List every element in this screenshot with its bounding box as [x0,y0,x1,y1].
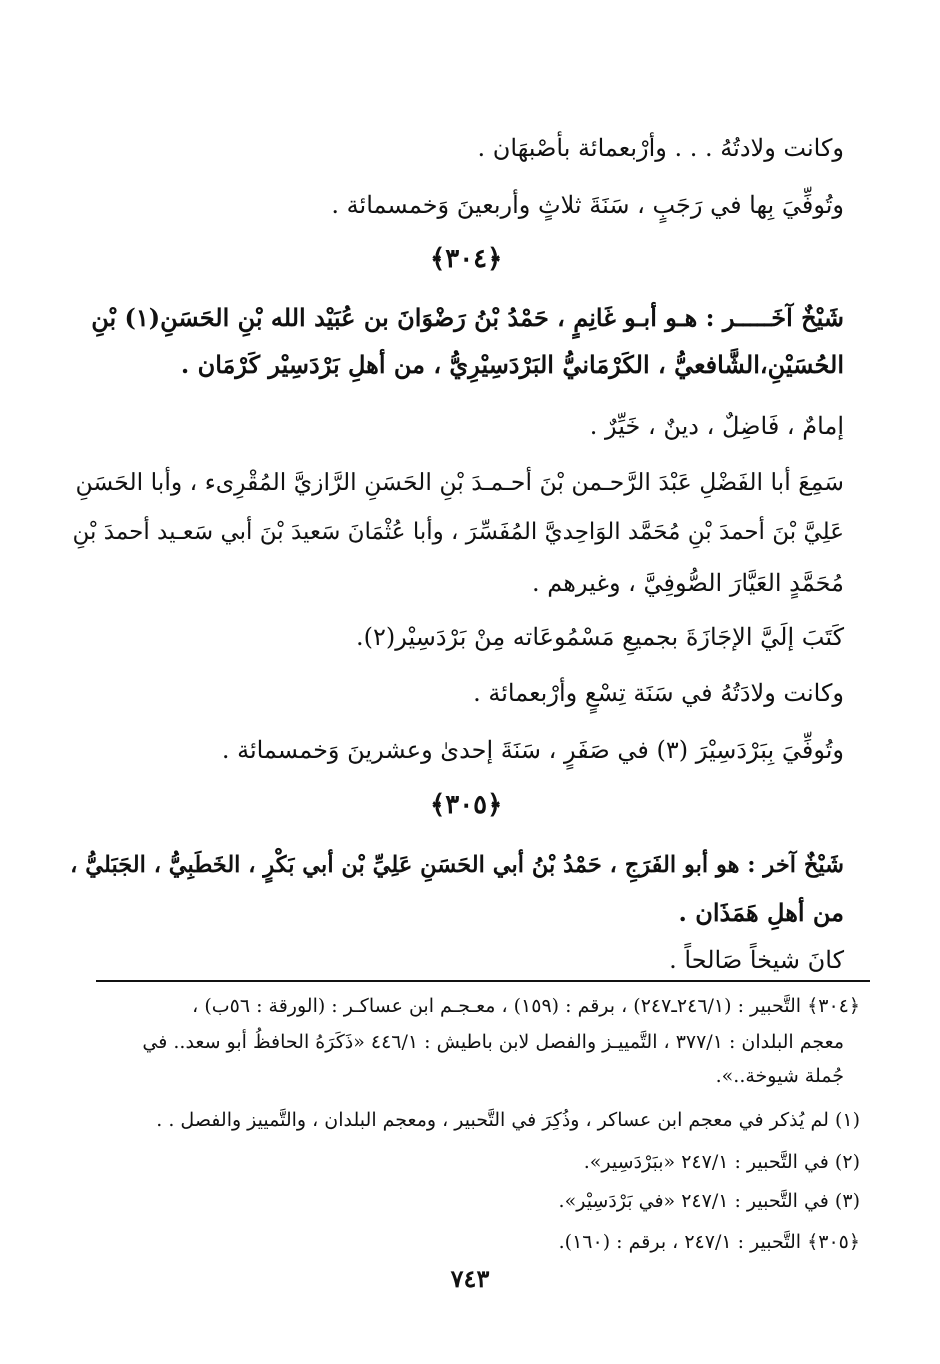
body-paragraph: وتُوفِّيَ بِبَرْدَسِيْرَ (٣) في صَفَرٍ ، سَنَةَ إحدىٰ وعشرينَ وَخمسمائة . [221,736,844,764]
body-paragraph: عَلِيَّ بْنَ أحمدَ بْنِ مُحَمَّد الوَاحِديَّ المُفَسِّرَ ، وأبا عُثْمَانَ سَعيدَ بْنَ أبي سَعـيد أحمدَ بْنِ [72,519,844,545]
body-paragraph: إمامٌ ، فَاضِلٌ ، دينٌ ، خَيِّرٌ . [589,412,844,440]
entry-number-304: ﴿٣٠٤﴾ [430,244,503,274]
entry-304-title: شَيْخٌ آخَـــــر : هـو أبـو غَانِمٍ ، حَمْدُ بْنُ رَضْوَانَ بن عُبَيْد الله بْنِ الحَسَنِ(١) بْنِ [91,303,844,332]
footnote: (١) لم يُذكر في معجم ابن عساكر ، وذُكِرَ في التَّحبير ، ومعجم البلدان ، والتَّمييز والفصل . . [156,1109,860,1131]
footnote: (٣) في التَّحبير : ٢٤٧/١ «في بَرْدَسِيْر». [558,1190,860,1212]
entry-305-title: شَيْخٌ آخر : هو أبو الفَرَجِ ، حَمْدُ بْنُ أبي الحَسَنِ عَلِيِّ بْن أبي بَكْرٍ ، الخَطَبِيُّ ، الجَبَليُّ ، [70,852,844,878]
body-paragraph: كَتَبَ إلَيَّ الإجَازَةَ بجميعِ مَسْمُوعَاته مِنْ بَرْدَسِيْر(٢). [355,623,844,651]
entry-number-305: ﴿٣٠٥﴾ [430,790,503,820]
footnote-source: جُملة شيوخة..». [715,1065,844,1087]
page-number: ٧٤٣ [450,1264,490,1293]
footnote: (٢) في التَّحبير : ٢٤٧/١ «ببَرْدَسِير». [583,1151,860,1173]
body-paragraph: وتُوفِّيَ بِها في رَجَبٍ ، سَنَةَ ثلاثٍ وأربعينَ وَخمسمائة . [331,191,844,219]
footnote-source: ﴿٣٠٥﴾ التَّحبير : ٢٤٧/١ ، برقم : (١٦٠). [558,1231,860,1253]
footnote-divider [96,980,870,982]
body-paragraph: وكانت ولادَتُهُ في سَنَة تِسْعٍ وأرْبعمائة . [473,679,844,707]
footnote-source: معجم البلدان : ٣٧٧/١ ، التَّمييـز والفصل لابن باطيش : ٤٤٦/١ «ذَكَرَهُ الحافظُ أبو سعد.. في [142,1031,844,1053]
entry-305-title: من أهلِ هَمَذَان . [678,898,844,927]
body-paragraph: مُحَمَّدٍ العَيَّارَ الصُّوفِيَّ ، وغيرهم . [532,569,844,597]
body-paragraph: كانَ شيخاً صَالحاً . [669,946,844,974]
footnote-source: ﴿٣٠٤﴾ التَّحبير : (٢٤٦/١ـ٢٤٧) ، برقم : (١٥٩) ، معـجـم ابن عساكـر : (الورقة : ٥٦ب) ، [192,995,860,1017]
body-paragraph: سَمِعَ أبا الفَضْلِ عَبْدَ الرَّحـمن بْنَ أحـمـدَ بْنِ الحَسَنِ الرَّازيَّ المُقْرِىء ، وأبا الحَسَنِ [75,468,844,496]
body-paragraph: وكانت ولادتُهُ . . . وأرْبعمائة بأصْبهَان . [477,134,844,162]
entry-304-title: الحُسَيْنِ،الشَّافعيُّ ، الكَرْمَانيُّ البَرْدَسِيْرِيُّ ، من أهلِ بَرْدَسِيْر كَرْمَان . [180,350,844,379]
